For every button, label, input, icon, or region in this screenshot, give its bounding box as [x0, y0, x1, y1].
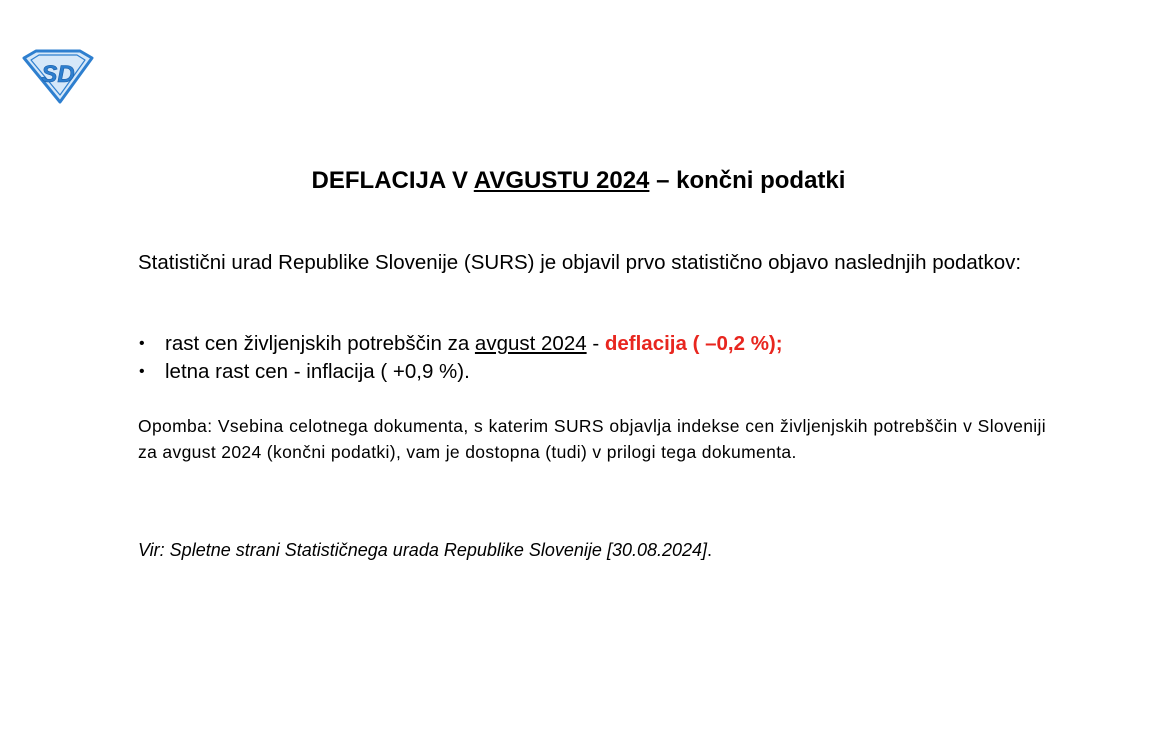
- deflation-value: deflacija ( –0,2 %);: [604, 332, 783, 355]
- page-title: [0, 166, 1157, 196]
- title-date: AVGUSTU 2024: [473, 167, 650, 194]
- title-prefix: DEFLACIJA V: [311, 167, 474, 194]
- bullet-icon: •: [139, 335, 145, 352]
- note-paragraph: Opomba: Vsebina celotnega dokumenta, s katerim SURS objavlja indekse cen življenjskih potrebščin v Sloveniji za avgust 2024 (končni podatki), vam je dostopna (tudi) v prilogi tega dokumenta.: [138, 416, 1046, 462]
- list-item: [138, 330, 1046, 358]
- logo-text: SD: [41, 61, 75, 88]
- list-item: [138, 358, 1046, 386]
- intro-paragraph: Statistični urad Republike Slovenije (SURS) je objavil prvo statistično objavo naslednjih podatkov:: [138, 251, 1022, 274]
- source-line: [138, 537, 1046, 563]
- title-suffix: – končni podatki: [649, 167, 846, 194]
- source-period: .: [707, 540, 713, 560]
- bullet-separator: -: [586, 332, 605, 355]
- bullet-icon: •: [139, 363, 145, 380]
- sd-logo-icon: [20, 48, 96, 104]
- bullet-text: rast cen življenjskih potrebščin za: [165, 332, 475, 355]
- source-text: Vir: Spletne strani Statističnega urada Republike Slovenije [30.08.2024]: [138, 540, 708, 560]
- bullet-date: avgust 2024: [474, 332, 587, 355]
- bullet-list: [138, 330, 1046, 386]
- bullet-text: letna rast cen - inflacija ( +0,9 %).: [165, 360, 470, 383]
